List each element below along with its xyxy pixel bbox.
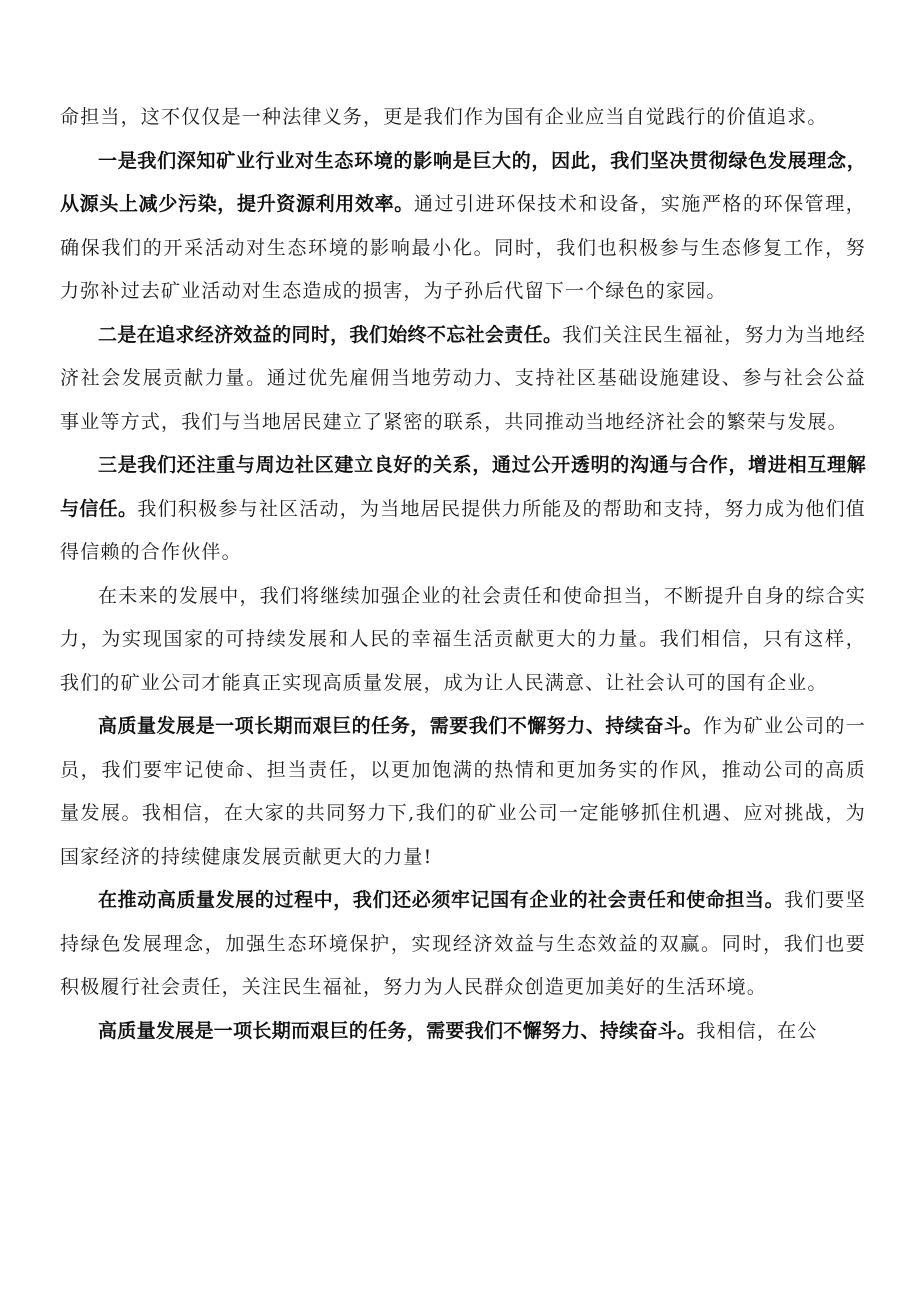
paragraph-1-text: 命担当，这不仅仅是一种法律义务，更是我们作为国有企业应当自觉践行的价值追求。	[60, 106, 828, 128]
paragraph-4	[60, 444, 866, 575]
paragraph-5-text: 在未来的发展中，我们将继续加强企业的社会责任和使命担当，不断提升自身的综合实力，为实现国家的可持续发展和人民的幸福生活贡献更大的力量。我们相信，只有这样，我们的矿业公司才能真正实现高质量发展，成为让人民满意、让社会认可的国有企业。	[60, 584, 866, 694]
paragraph-4-lead: 三是我们还注重与周边社区建立良好的关系，通过公开透明的沟通与合作，增进相互理解与信任。	[60, 454, 866, 520]
paragraph-6-text: 作为矿业公司的一员，我们要牢记使命、担当责任，以更加饱满的热情和更加务实的作风，推动公司的高质量发展。我相信，在大家的共同努力下,我们的矿业公司一定能够抓住机遇、应对挑战，为国家经济的持续健康发展贡献更大的力量!	[60, 715, 866, 868]
paragraph-6-lead: 高质量发展是一项长期而艰巨的任务，需要我们不懈努力、持续奋斗。	[98, 715, 703, 737]
paragraph-3-text: 我们关注民生福祉，努力为当地经济社会发展贡献力量。通过优先雇佣当地劳动力、支持社区基础设施建设、参与社会公益事业等方式，我们与当地居民建立了紧密的联系，共同推动当地经济社会的繁荣与发展。	[60, 323, 866, 433]
paragraph-4-text: 我们积极参与社区活动，为当地居民提供力所能及的帮助和支持，努力成为他们值得信赖的合作伙伴。	[60, 497, 867, 563]
paragraph-8-text: 我相信，在公	[696, 1019, 818, 1042]
paragraph-3	[60, 314, 866, 445]
paragraph-8-lead: 高质量发展是一项长期而艰巨的任务，需要我们不懈努力、持续奋斗。	[98, 1019, 697, 1042]
paragraph-7-lead: 在推动高质量发展的过程中，我们还必须牢记国有企业的社会责任和使命担当。	[98, 889, 785, 911]
paragraph-7-text: 我们要坚持绿色发展理念，加强生态环境保护，实现经济效益与生态效益的双赢。同时，我们也要积极履行社会责任，关注民生福祉，努力为人民群众创造更加美好的生活环境。	[60, 889, 866, 998]
paragraph-8	[60, 1010, 866, 1054]
paragraph-2	[60, 140, 866, 314]
paragraph-1	[60, 96, 866, 140]
document-body	[60, 96, 866, 1053]
paragraph-2-lead: 一是我们深知矿业行业对生态环境的影响是巨大的，因此，我们坚决贯彻绿色发展理念，从源头上减少污染，提升资源利用效率。	[60, 149, 866, 215]
paragraph-7	[60, 879, 866, 1010]
paragraph-3-lead: 二是在追求经济效益的同时，我们始终不忘社会责任。	[98, 323, 563, 346]
paragraph-5	[60, 575, 866, 706]
paragraph-6	[60, 705, 866, 879]
paragraph-2-text: 通过引进环保技术和设备，实施严格的环保管理，确保我们的开采活动对生态环境的影响最小化。同时，我们也积极参与生态修复工作，努力弥补过去矿业活动对生态造成的损害，为子孙后代留下一个绿色的家园。	[60, 193, 866, 302]
